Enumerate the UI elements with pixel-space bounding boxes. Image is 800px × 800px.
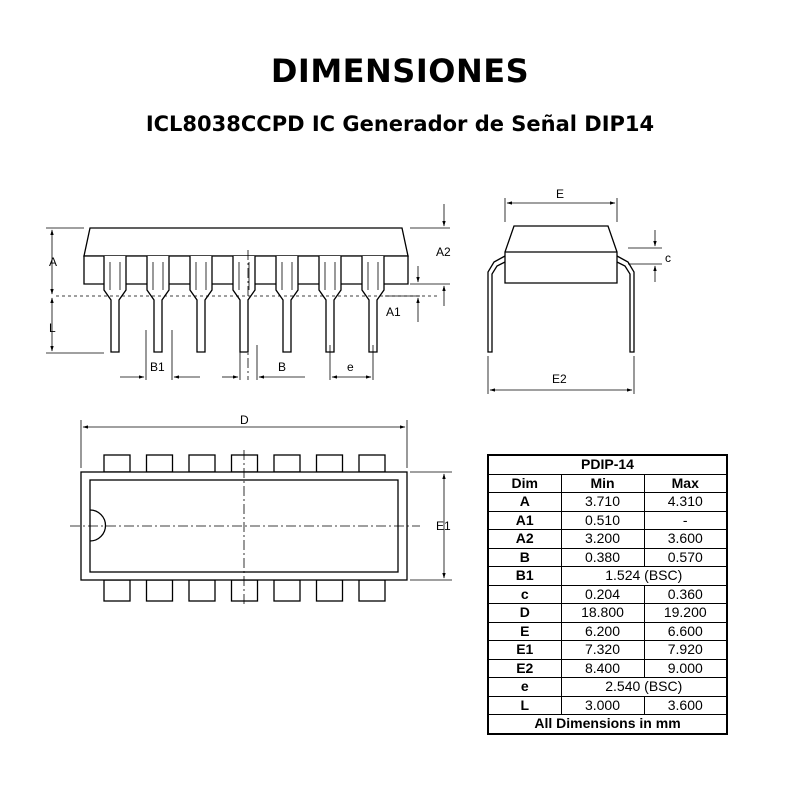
cell-bsc: 2.540 (BSC) <box>561 678 727 697</box>
end-view <box>488 198 662 394</box>
side-pin <box>147 256 169 352</box>
cell-min: 3.200 <box>561 530 644 549</box>
table-row <box>488 567 727 586</box>
cell-max: 7.920 <box>644 641 727 660</box>
cell-dim: A1 <box>488 511 561 530</box>
cell-dim: A2 <box>488 530 561 549</box>
top-pin <box>189 455 215 472</box>
top-pin <box>147 455 173 472</box>
header-max: Max <box>644 474 727 493</box>
label-A1: A1 <box>386 305 401 319</box>
cell-min: 6.200 <box>561 622 644 641</box>
bottom-pin <box>274 580 300 601</box>
top-pins-lower <box>104 580 385 601</box>
cell-min: 3.000 <box>561 696 644 715</box>
label-E: E <box>556 187 565 201</box>
bottom-pin <box>359 580 385 601</box>
cell-dim: c <box>488 585 561 604</box>
cell-max: 19.200 <box>644 604 727 623</box>
end-body-outline <box>505 226 617 283</box>
cell-max: 4.310 <box>644 493 727 512</box>
cell-min: 3.710 <box>561 493 644 512</box>
cell-dim: L <box>488 696 561 715</box>
side-pin <box>276 256 298 352</box>
table-row <box>488 659 727 678</box>
top-pin <box>104 455 130 472</box>
cell-min: 8.400 <box>561 659 644 678</box>
top-pin <box>232 455 258 472</box>
label-A2: A2 <box>436 245 451 259</box>
cell-dim: E1 <box>488 641 561 660</box>
table-row <box>488 604 727 623</box>
cell-dim: A <box>488 493 561 512</box>
label-e: e <box>347 360 354 374</box>
bottom-pin <box>147 580 173 601</box>
label-c: c <box>665 251 671 265</box>
side-body-outline <box>84 228 408 256</box>
cell-max: - <box>644 511 727 530</box>
label-L: L <box>49 321 56 335</box>
cell-max: 0.570 <box>644 548 727 567</box>
cell-min: 7.320 <box>561 641 644 660</box>
label-A: A <box>49 255 58 269</box>
end-view-labels <box>552 187 671 386</box>
cell-max: 3.600 <box>644 530 727 549</box>
cell-min: 0.204 <box>561 585 644 604</box>
cell-bsc: 1.524 (BSC) <box>561 567 727 586</box>
bottom-pin <box>317 580 343 601</box>
table-row <box>488 548 727 567</box>
cell-min: 0.380 <box>561 548 644 567</box>
cell-max: 3.600 <box>644 696 727 715</box>
cell-dim: D <box>488 604 561 623</box>
cell-max: 6.600 <box>644 622 727 641</box>
header-dim: Dim <box>488 474 561 493</box>
bottom-pin <box>189 580 215 601</box>
label-E1: E1 <box>436 519 451 533</box>
table-row <box>488 530 727 549</box>
table-row <box>488 493 727 512</box>
table-footer: All Dimensions in mm <box>488 715 727 734</box>
top-view <box>70 420 452 605</box>
page-title: DIMENSIONES <box>270 52 530 90</box>
side-pin <box>190 256 212 352</box>
cell-dim: e <box>488 678 561 697</box>
label-D: D <box>240 413 249 427</box>
cell-dim: B1 <box>488 567 561 586</box>
table-row <box>488 641 727 660</box>
table-body <box>488 493 727 715</box>
end-left-leg <box>488 256 505 352</box>
cell-min: 0.510 <box>561 511 644 530</box>
table-row <box>488 511 727 530</box>
end-right-leg <box>617 256 634 352</box>
cell-min: 18.800 <box>561 604 644 623</box>
table-title: PDIP-14 <box>488 455 727 474</box>
dimension-table <box>487 454 728 735</box>
top-pins-upper <box>104 455 385 472</box>
side-pin <box>104 256 126 352</box>
bottom-pin <box>232 580 258 601</box>
side-pin <box>319 256 341 352</box>
label-E2: E2 <box>552 372 567 386</box>
label-B: B <box>278 360 287 374</box>
label-B1: B1 <box>150 360 165 374</box>
top-pin <box>274 455 300 472</box>
header-min: Min <box>561 474 644 493</box>
cell-max: 9.000 <box>644 659 727 678</box>
top-pin <box>359 455 385 472</box>
cell-dim: E <box>488 622 561 641</box>
side-pin <box>233 256 255 352</box>
top-pin <box>317 455 343 472</box>
table-row <box>488 622 727 641</box>
side-pin <box>362 256 384 352</box>
cell-dim: E2 <box>488 659 561 678</box>
cell-dim: B <box>488 548 561 567</box>
side-view <box>46 204 450 380</box>
page-subtitle: ICL8038CCPD IC Generador de Señal DIP14 <box>145 112 655 136</box>
table-row <box>488 678 727 697</box>
bottom-pin <box>104 580 130 601</box>
table-row <box>488 585 727 604</box>
table-row <box>488 696 727 715</box>
cell-max: 0.360 <box>644 585 727 604</box>
